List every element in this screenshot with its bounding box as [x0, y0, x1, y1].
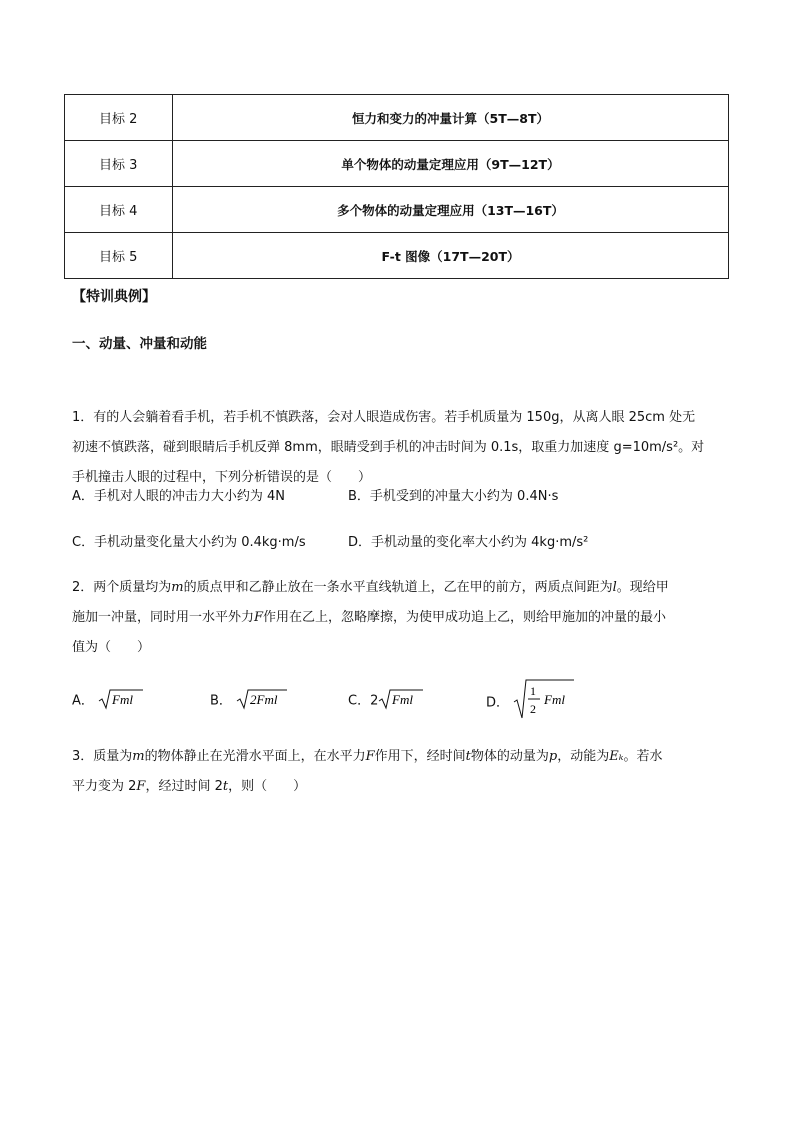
question-2-line-3: 值为（ ） [72, 640, 151, 655]
question-2-option-c: C．2 Fml [348, 688, 424, 714]
expr-2fml: 2Fml [250, 692, 278, 707]
var-m: m [171, 580, 184, 595]
expr-fml: Fml [544, 692, 566, 707]
table-row [65, 233, 729, 279]
table-row [65, 95, 729, 141]
goal-description: 单个物体的动量定理应用（9T—12T） [173, 141, 729, 187]
subsection-title: 一、动量、冲量和动能 [72, 336, 207, 352]
question-2-line-1: 2．两个质量均为m的质点甲和乙静止放在一条水平直线轨道上，乙在甲的前方，两质点间距为l。现给甲 [72, 580, 669, 595]
question-3 [72, 742, 724, 802]
goal-label: 目标 4 [65, 187, 173, 233]
question-1-option-d: D．手机动量的变化率大小约为 4kg·m/s² [348, 535, 589, 550]
var-l: l [612, 580, 617, 595]
coefficient: 2 [370, 693, 379, 709]
expr-fml: Fml [392, 692, 414, 707]
question-1-line-3: 手机撞击人眼的过程中，下列分析错误的是（ ） [72, 470, 372, 485]
expr-fml: Fml [112, 692, 133, 707]
section-title: 【特训典例】 [72, 289, 156, 305]
table-row [65, 141, 729, 187]
question-2-option-d: D． 1 2 Fml [486, 678, 575, 724]
question-1-line-1: 1．有的人会躺着看手机，若手机不慎跌落，会对人眼造成伤害。若手机质量为 150g，从离人眼 25cm 处无 [72, 410, 696, 425]
sqrt-icon [236, 688, 288, 714]
goals-table [64, 94, 729, 279]
question-1-option-b: B．手机受到的冲量大小约为 0.4N·s [348, 489, 559, 504]
goal-description: 多个物体的动量定理应用（13T—16T） [173, 187, 729, 233]
sqrt-icon [378, 688, 424, 714]
goal-description: F-t 图像（17T—20T） [173, 233, 729, 279]
fraction-denominator: 2 [530, 702, 537, 716]
goal-label: 目标 5 [65, 233, 173, 279]
question-1 [72, 403, 724, 493]
table-row [65, 187, 729, 233]
question-3-line-1: 3．质量为m的物体静止在光滑水平面上，在水平力F作用下，经时间t物体的动量为p，动能为Eₖ。若水 [72, 749, 663, 764]
question-2-option-a: A． Fml [72, 688, 144, 714]
question-1-option-a: A．手机对人眼的冲击力大小约为 4N [72, 489, 286, 504]
question-1-option-c: C．手机动量变化量大小约为 0.4kg·m/s [72, 535, 306, 550]
question-2-option-b: B． 2Fml [210, 688, 288, 714]
question-2 [72, 573, 724, 663]
goal-label: 目标 3 [65, 141, 173, 187]
sqrt-icon [98, 688, 144, 714]
var-F: F [254, 610, 264, 625]
goal-label: 目标 2 [65, 95, 173, 141]
fraction-numerator: 1 [530, 684, 537, 698]
question-3-line-2: 平力变为 2F，经过时间 2t，则（ ） [72, 779, 307, 794]
sqrt-fraction-icon [513, 678, 575, 724]
question-1-line-2: 初速不慎跌落，碰到眼睛后手机反弹 8mm，眼睛受到手机的冲击时间为 0.1s，取重力加速度 g=10m/s²。对 [72, 440, 705, 455]
question-2-line-2: 施加一冲量，同时用一水平外力F作用在乙上，忽略摩擦，为使甲成功追上乙，则给甲施加的冲量的最小 [72, 610, 667, 625]
goal-description: 恒力和变力的冲量计算（5T—8T） [173, 95, 729, 141]
